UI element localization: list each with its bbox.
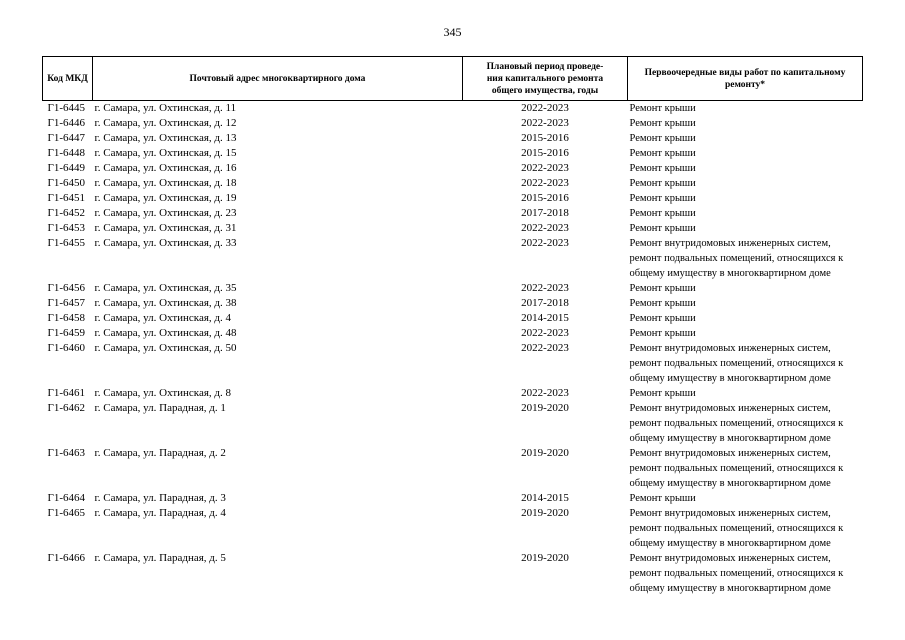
row-address: г. Самара, ул. Охтинская, д. 23 [94, 207, 237, 219]
table-row [43, 101, 863, 117]
row-address: г. Самара, ул. Охтинская, д. 38 [94, 297, 237, 309]
row-works-line: Ремонт крыши [629, 148, 696, 159]
row-address: г. Самара, ул. Охтинская, д. 50 [94, 342, 237, 354]
table-row [43, 446, 863, 491]
row-address: г. Самара, ул. Охтинская, д. 4 [94, 312, 231, 324]
table-row [43, 176, 863, 191]
row-address: г. Самара, ул. Охтинская, д. 16 [94, 162, 237, 174]
row-period: 2022-2023 [521, 387, 569, 399]
row-works [628, 296, 863, 311]
row-works [628, 206, 863, 221]
row-period: 2017-2018 [521, 297, 569, 309]
table-row [43, 296, 863, 311]
row-works-line: общему имуществу в многоквартирном доме [629, 433, 831, 444]
row-works [628, 401, 863, 446]
row-address: г. Самара, ул. Парадная, д. 3 [94, 492, 226, 504]
row-works [628, 176, 863, 191]
row-works-line: Ремонт внутридомовых инженерных систем, [629, 238, 831, 249]
table-row [43, 146, 863, 161]
row-period: 2015-2016 [521, 192, 569, 204]
row-works-line: общему имуществу в многоквартирном доме [629, 268, 831, 279]
row-period: 2022-2023 [521, 237, 569, 249]
header-works-line: Первоочередные виды работ по капитальному [644, 67, 846, 78]
row-works [628, 161, 863, 176]
row-code: Г1-6445 [47, 102, 86, 114]
row-works-line: ремонт подвальных помещений, относящихся к [629, 418, 844, 429]
row-code: Г1-6446 [47, 117, 86, 129]
row-code: Г1-6459 [47, 327, 86, 339]
table-row [43, 236, 863, 281]
row-code: Г1-6447 [47, 132, 86, 144]
row-period: 2022-2023 [521, 222, 569, 234]
row-works [628, 311, 863, 326]
table-row [43, 341, 863, 386]
row-period: 2015-2016 [521, 147, 569, 159]
row-address: г. Самара, ул. Парадная, д. 2 [94, 447, 226, 459]
table-row [43, 191, 863, 206]
row-period: 2017-2018 [521, 207, 569, 219]
row-works [628, 116, 863, 131]
table-row [43, 206, 863, 221]
row-works-line: Ремонт крыши [629, 298, 696, 309]
table-row [43, 491, 863, 506]
row-period: 2014-2015 [521, 312, 569, 324]
row-works-line: Ремонт крыши [629, 163, 696, 174]
row-address: г. Самара, ул. Охтинская, д. 48 [94, 327, 237, 339]
row-works-line: Ремонт внутридомовых инженерных систем, [629, 403, 831, 414]
row-period: 2019-2020 [521, 402, 569, 414]
row-code: Г1-6460 [47, 342, 86, 354]
table-body [43, 101, 863, 597]
row-address: г. Самара, ул. Охтинская, д. 11 [94, 102, 237, 114]
header-period-line: ния капитального ремонта [486, 73, 604, 84]
row-works [628, 491, 863, 506]
row-works-line: Ремонт крыши [629, 493, 696, 504]
row-address: г. Самара, ул. Охтинская, д. 8 [94, 387, 231, 399]
row-works-line: Ремонт крыши [629, 103, 696, 114]
row-works-line: ремонт подвальных помещений, относящихся к [629, 253, 844, 264]
row-code: Г1-6464 [47, 492, 86, 504]
row-period: 2015-2016 [521, 132, 569, 144]
row-works-line: ремонт подвальных помещений, относящихся к [629, 523, 844, 534]
row-period: 2022-2023 [521, 162, 569, 174]
table-row [43, 221, 863, 236]
row-code: Г1-6463 [47, 447, 86, 459]
row-works [628, 551, 863, 596]
row-code: Г1-6462 [47, 402, 86, 414]
row-period: 2022-2023 [521, 117, 569, 129]
row-works-line: Ремонт крыши [629, 208, 696, 219]
row-works-line: общему имуществу в многоквартирном доме [629, 583, 831, 594]
page-number: 345 [443, 25, 462, 39]
table-row [43, 551, 863, 596]
row-code: Г1-6449 [47, 162, 86, 174]
row-code: Г1-6453 [47, 222, 86, 234]
row-code: Г1-6455 [47, 237, 86, 249]
row-works-line: Ремонт крыши [629, 178, 696, 189]
row-works [628, 101, 863, 117]
row-code: Г1-6458 [47, 312, 86, 324]
row-period: 2022-2023 [521, 327, 569, 339]
row-code: Г1-6448 [47, 147, 86, 159]
row-works-line: Ремонт крыши [629, 118, 696, 129]
row-works-line: Ремонт крыши [629, 283, 696, 294]
row-works-line: Ремонт внутридомовых инженерных систем, [629, 508, 831, 519]
table-row [43, 131, 863, 146]
row-works [628, 506, 863, 551]
table-row [43, 506, 863, 551]
table-row [43, 326, 863, 341]
row-works-line: общему имуществу в многоквартирном доме [629, 478, 831, 489]
row-works [628, 326, 863, 341]
row-works-line: Ремонт внутридомовых инженерных систем, [629, 343, 831, 354]
row-works-line: Ремонт крыши [629, 313, 696, 324]
header-address: Почтовый адрес многоквартирного дома [93, 57, 463, 101]
table-row [43, 161, 863, 176]
table-row [43, 281, 863, 296]
row-works [628, 446, 863, 491]
row-address: г. Самара, ул. Парадная, д. 5 [94, 552, 226, 564]
table-row [43, 401, 863, 446]
row-works-line: общему имуществу в многоквартирном доме [629, 538, 831, 549]
row-works-line: ремонт подвальных помещений, относящихся к [629, 358, 844, 369]
row-period: 2022-2023 [521, 342, 569, 354]
row-code: Г1-6456 [47, 282, 86, 294]
row-works-line: Ремонт крыши [629, 328, 696, 339]
row-works [628, 221, 863, 236]
row-address: г. Самара, ул. Охтинская, д. 15 [94, 147, 237, 159]
row-code: Г1-6451 [47, 192, 86, 204]
header-period [463, 57, 628, 101]
table-row [43, 386, 863, 401]
row-code: Г1-6450 [47, 177, 86, 189]
row-works [628, 341, 863, 386]
table-header-row [43, 57, 863, 101]
header-works-line: ремонту* [724, 79, 766, 90]
row-works [628, 236, 863, 281]
row-address: г. Самара, ул. Охтинская, д. 35 [94, 282, 237, 294]
table-row [43, 116, 863, 131]
row-works-line: Ремонт крыши [629, 388, 696, 399]
row-works [628, 131, 863, 146]
row-works-line: Ремонт крыши [629, 223, 696, 234]
row-period: 2019-2020 [521, 552, 569, 564]
header-code: Код МКД [43, 57, 93, 101]
row-works [628, 386, 863, 401]
row-address: г. Самара, ул. Охтинская, д. 19 [94, 192, 237, 204]
row-address: г. Самара, ул. Охтинская, д. 33 [94, 237, 237, 249]
header-period-line: общего имущества, годы [491, 85, 599, 96]
row-works [628, 191, 863, 206]
row-period: 2019-2020 [521, 447, 569, 459]
row-address: г. Самара, ул. Охтинская, д. 18 [94, 177, 237, 189]
row-works-line: Ремонт внутридомовых инженерных систем, [629, 553, 831, 564]
header-works [628, 57, 863, 101]
row-works-line: ремонт подвальных помещений, относящихся к [629, 568, 844, 579]
row-works-line: Ремонт крыши [629, 193, 696, 204]
row-address: г. Самара, ул. Парадная, д. 1 [94, 402, 226, 414]
row-address: г. Самара, ул. Охтинская, д. 31 [94, 222, 237, 234]
table-row [43, 311, 863, 326]
row-code: Г1-6457 [47, 297, 86, 309]
capital-repair-table [42, 56, 863, 596]
row-period: 2019-2020 [521, 507, 569, 519]
row-address: г. Самара, ул. Охтинская, д. 13 [94, 132, 237, 144]
row-code: Г1-6461 [47, 387, 86, 399]
row-works-line: Ремонт крыши [629, 133, 696, 144]
row-works [628, 146, 863, 161]
row-code: Г1-6452 [47, 207, 86, 219]
row-address: г. Самара, ул. Охтинская, д. 12 [94, 117, 237, 129]
row-code: Г1-6465 [47, 507, 86, 519]
row-period: 2022-2023 [521, 282, 569, 294]
row-works-line: ремонт подвальных помещений, относящихся к [629, 463, 844, 474]
row-works [628, 281, 863, 296]
row-code: Г1-6466 [47, 552, 86, 564]
row-works-line: Ремонт внутридомовых инженерных систем, [629, 448, 831, 459]
row-address: г. Самара, ул. Парадная, д. 4 [94, 507, 226, 519]
row-period: 2022-2023 [521, 177, 569, 189]
row-period: 2022-2023 [521, 102, 569, 114]
row-period: 2014-2015 [521, 492, 569, 504]
row-works-line: общему имуществу в многоквартирном доме [629, 373, 831, 384]
header-period-line: Плановый период проведе- [486, 61, 604, 72]
